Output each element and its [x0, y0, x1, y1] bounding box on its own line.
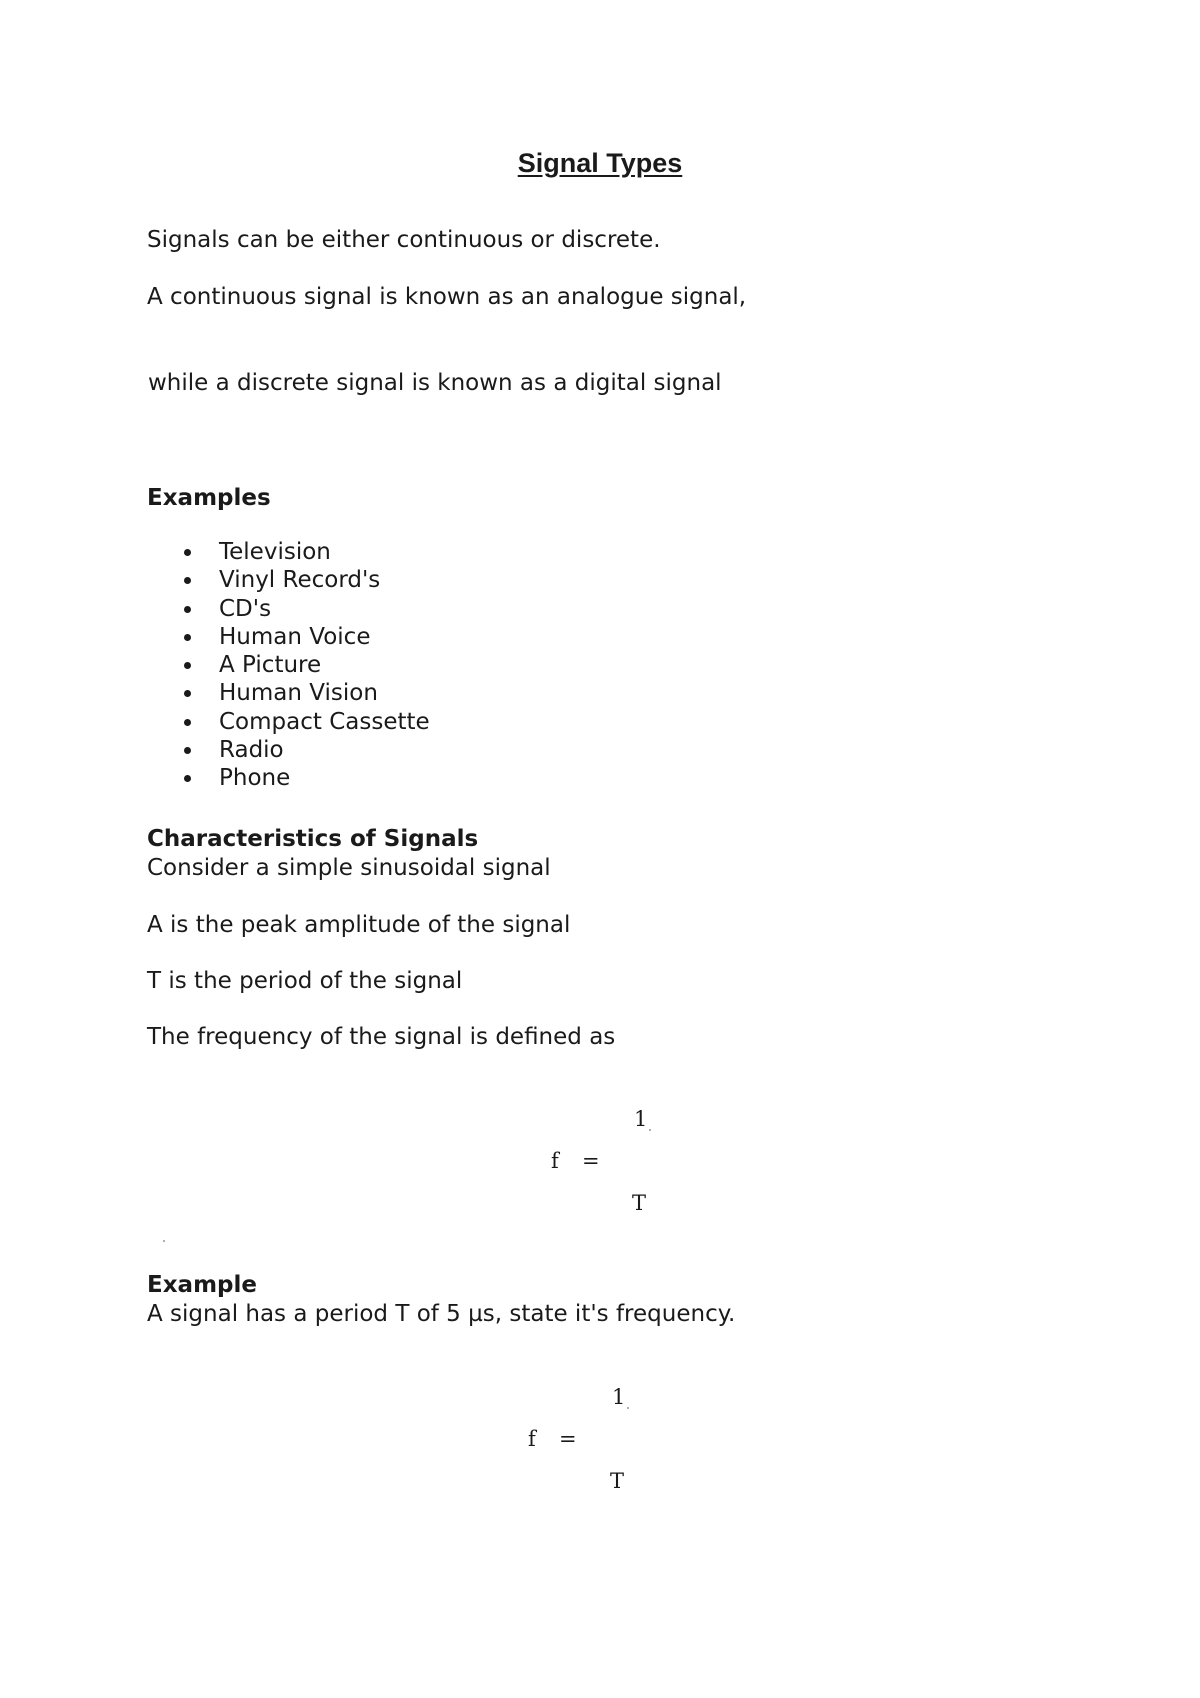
- list-item-label: Human Voice: [219, 623, 371, 650]
- formula-denominator: T: [632, 1191, 647, 1215]
- formula-lhs: f: [551, 1149, 559, 1173]
- formula-numerator: 1: [634, 1107, 648, 1131]
- list-item: [147, 651, 430, 679]
- formula-equals: =: [582, 1149, 600, 1173]
- example-text: A signal has a period T of 5 µs, state it's frequency.: [147, 1301, 736, 1327]
- list-item: [147, 566, 430, 594]
- characteristics-line-3: T is the period of the signal: [147, 968, 463, 994]
- list-item-label: Vinyl Record's: [219, 567, 381, 594]
- intro-line-2: A continuous signal is known as an analogue signal,: [147, 284, 747, 310]
- bullet-icon: [184, 606, 191, 613]
- list-item: [147, 708, 430, 736]
- list-item-label: A Picture: [219, 652, 322, 679]
- example-heading: Example: [147, 1272, 257, 1298]
- bullet-icon: [184, 775, 191, 782]
- characteristics-line-2: A is the peak amplitude of the signal: [147, 912, 571, 938]
- stray-speck: [163, 1240, 165, 1242]
- list-item: [147, 595, 430, 623]
- list-item-label: Compact Cassette: [219, 708, 430, 735]
- bullet-icon: [184, 634, 191, 641]
- list-item-label: Human Vision: [219, 680, 378, 707]
- characteristics-line-1: Consider a simple sinusoidal signal: [147, 855, 551, 881]
- list-item-label: Phone: [219, 765, 291, 792]
- formula-lhs: f: [528, 1427, 536, 1451]
- examples-heading: Examples: [147, 485, 271, 511]
- page-title: Signal Types: [517, 148, 683, 178]
- bullet-icon: [184, 719, 191, 726]
- list-item: [147, 538, 430, 566]
- bullet-icon: [184, 662, 191, 669]
- bullet-icon: [184, 690, 191, 697]
- list-item: [147, 764, 430, 792]
- intro-line-3: while a discrete signal is known as a digital signal: [148, 370, 722, 396]
- list-item: [147, 736, 430, 764]
- intro-line-1: Signals can be either continuous or discrete.: [147, 227, 661, 253]
- bullet-icon: [184, 747, 191, 754]
- formula-denominator: T: [610, 1469, 625, 1493]
- list-item: [147, 623, 430, 651]
- formula-speck: [627, 1407, 629, 1409]
- formula-equals: =: [559, 1427, 577, 1451]
- bullet-icon: [184, 577, 191, 584]
- list-item: [147, 679, 430, 707]
- examples-list: [147, 538, 430, 793]
- formula-numerator: 1: [612, 1385, 626, 1409]
- characteristics-line-4: The frequency of the signal is defined as: [147, 1024, 616, 1050]
- list-item-label: CD's: [219, 595, 272, 622]
- formula-speck: [649, 1129, 651, 1131]
- list-item-label: Television: [219, 539, 331, 565]
- bullet-icon: [184, 549, 191, 556]
- list-item-label: Radio: [219, 737, 284, 764]
- characteristics-heading: Characteristics of Signals: [147, 826, 479, 852]
